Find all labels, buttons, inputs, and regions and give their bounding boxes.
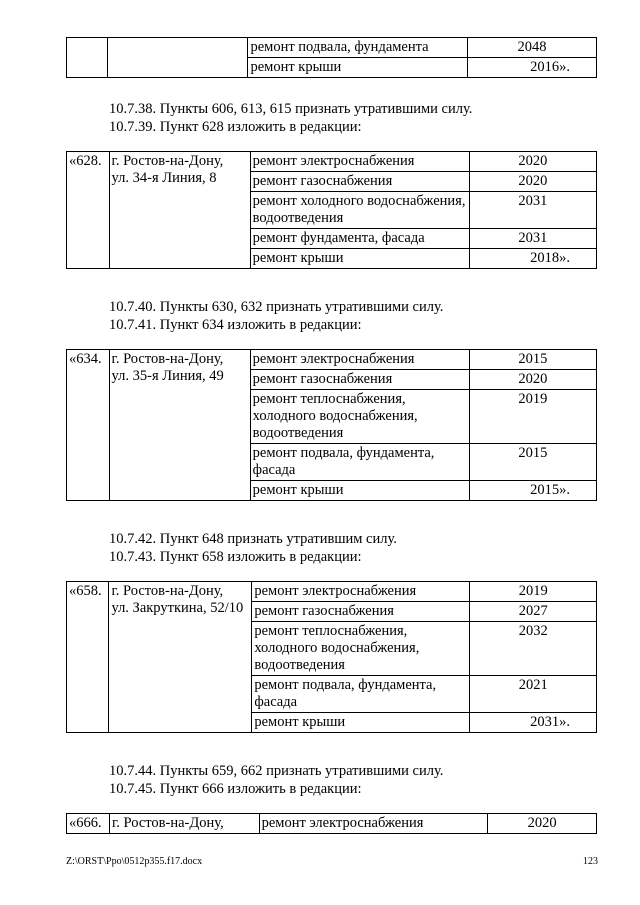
table-row (67, 152, 597, 172)
table-continuation (66, 37, 597, 78)
paragraph: 10.7.41. Пункт 634 изложить в редакции: (109, 317, 362, 333)
year-cell: 2031». (470, 713, 597, 733)
year-cell: 2018». (469, 249, 596, 269)
work-cell: ремонт крыши (248, 58, 468, 78)
work-cell (250, 390, 469, 444)
table-658 (66, 581, 597, 733)
address-line: ул. 34-я Линия, 8 (111, 170, 217, 186)
work-cell: ремонт газоснабжения (250, 172, 469, 192)
address-cell (109, 582, 252, 733)
year-cell: 2019 (470, 582, 597, 602)
work-cell: ремонт крыши (250, 249, 469, 269)
table-628 (66, 151, 597, 269)
work-line: фасада (252, 462, 296, 478)
work-line: ремонт подвала, фундамента, (254, 677, 437, 693)
year-cell: 2020 (469, 152, 596, 172)
address-cell (109, 350, 250, 501)
table-666 (66, 813, 597, 834)
work-line: ремонт теплоснабжения, (252, 391, 406, 407)
year-cell: 2020 (488, 814, 597, 834)
table-634 (66, 349, 597, 501)
work-line: фасада (254, 694, 298, 710)
footer-page-number: 123 (583, 856, 598, 867)
address-line: ул. Закруткина, 52/10 (111, 600, 244, 616)
work-cell: ремонт подвала, фундамента (248, 38, 468, 58)
year-cell: 2031 (469, 192, 596, 229)
work-cell: ремонт электроснабжения (250, 152, 469, 172)
table-row (67, 350, 597, 370)
year-cell: 2020 (469, 172, 596, 192)
work-cell: ремонт крыши (252, 713, 470, 733)
year-cell: 2015 (469, 350, 596, 370)
year-cell: 2020 (469, 370, 596, 390)
work-cell: ремонт фундамента, фасада (250, 229, 469, 249)
year-cell: 2032 (470, 622, 597, 676)
work-cell: ремонт крыши (250, 481, 469, 501)
year-cell: 2015». (469, 481, 596, 501)
work-line: водоотведения (252, 210, 344, 226)
work-line: водоотведения (254, 657, 345, 673)
address-line: г. Ростов-на-Дону, (111, 583, 224, 599)
address-line: г. Ростов-на-Дону, (111, 351, 224, 367)
work-cell (252, 676, 470, 713)
table-row (67, 38, 597, 58)
num-cell: «658. (67, 582, 109, 733)
paragraph: 10.7.39. Пункт 628 изложить в редакции: (109, 119, 362, 135)
work-cell: ремонт газоснабжения (250, 370, 469, 390)
paragraph: 10.7.44. Пункты 659, 662 признать утратившими силу. (109, 763, 444, 779)
work-cell: ремонт электроснабжения (259, 814, 488, 834)
work-line: водоотведения (252, 425, 344, 441)
work-line: ремонт подвала, фундамента, (252, 445, 435, 461)
paragraph: 10.7.43. Пункт 658 изложить в редакции: (109, 549, 362, 565)
address-line: г. Ростов-на-Дону, (111, 153, 224, 169)
num-cell: «628. (67, 152, 110, 269)
work-cell (252, 622, 470, 676)
work-cell (250, 192, 469, 229)
work-cell: ремонт газоснабжения (252, 602, 470, 622)
address-cell (109, 152, 250, 269)
num-cell: «666. (67, 814, 110, 834)
footer-file-path: Z:\ORST\Ppo\0512p355.f17.docx (66, 856, 203, 867)
address-line: ул. 35-я Линия, 49 (111, 368, 224, 384)
year-cell: 2015 (469, 444, 596, 481)
year-cell: 2019 (469, 390, 596, 444)
paragraph: 10.7.40. Пункты 630, 632 признать утратившими силу. (109, 299, 444, 315)
work-line: ремонт теплоснабжения, (254, 623, 408, 639)
num-cell (67, 38, 108, 78)
paragraph: 10.7.42. Пункт 648 признать утратившим силу. (109, 531, 397, 547)
work-line: ремонт холодного водоснабжения, (252, 193, 466, 209)
address-cell (107, 38, 248, 78)
work-line: холодного водоснабжения, (254, 640, 420, 656)
table-row (67, 582, 597, 602)
year-cell: 2048 (468, 38, 597, 58)
work-cell (250, 444, 469, 481)
work-line: холодного водоснабжения, (252, 408, 418, 424)
year-cell: 2027 (470, 602, 597, 622)
work-cell: ремонт электроснабжения (250, 350, 469, 370)
year-cell: 2021 (470, 676, 597, 713)
address-cell: г. Ростов-на-Дону, (109, 814, 259, 834)
year-cell: 2016». (468, 58, 597, 78)
table-row (67, 814, 597, 834)
work-cell: ремонт электроснабжения (252, 582, 470, 602)
num-cell: «634. (67, 350, 110, 501)
paragraph: 10.7.45. Пункт 666 изложить в редакции: (109, 781, 362, 797)
paragraph: 10.7.38. Пункты 606, 613, 615 признать утратившими силу. (109, 101, 473, 117)
year-cell: 2031 (469, 229, 596, 249)
